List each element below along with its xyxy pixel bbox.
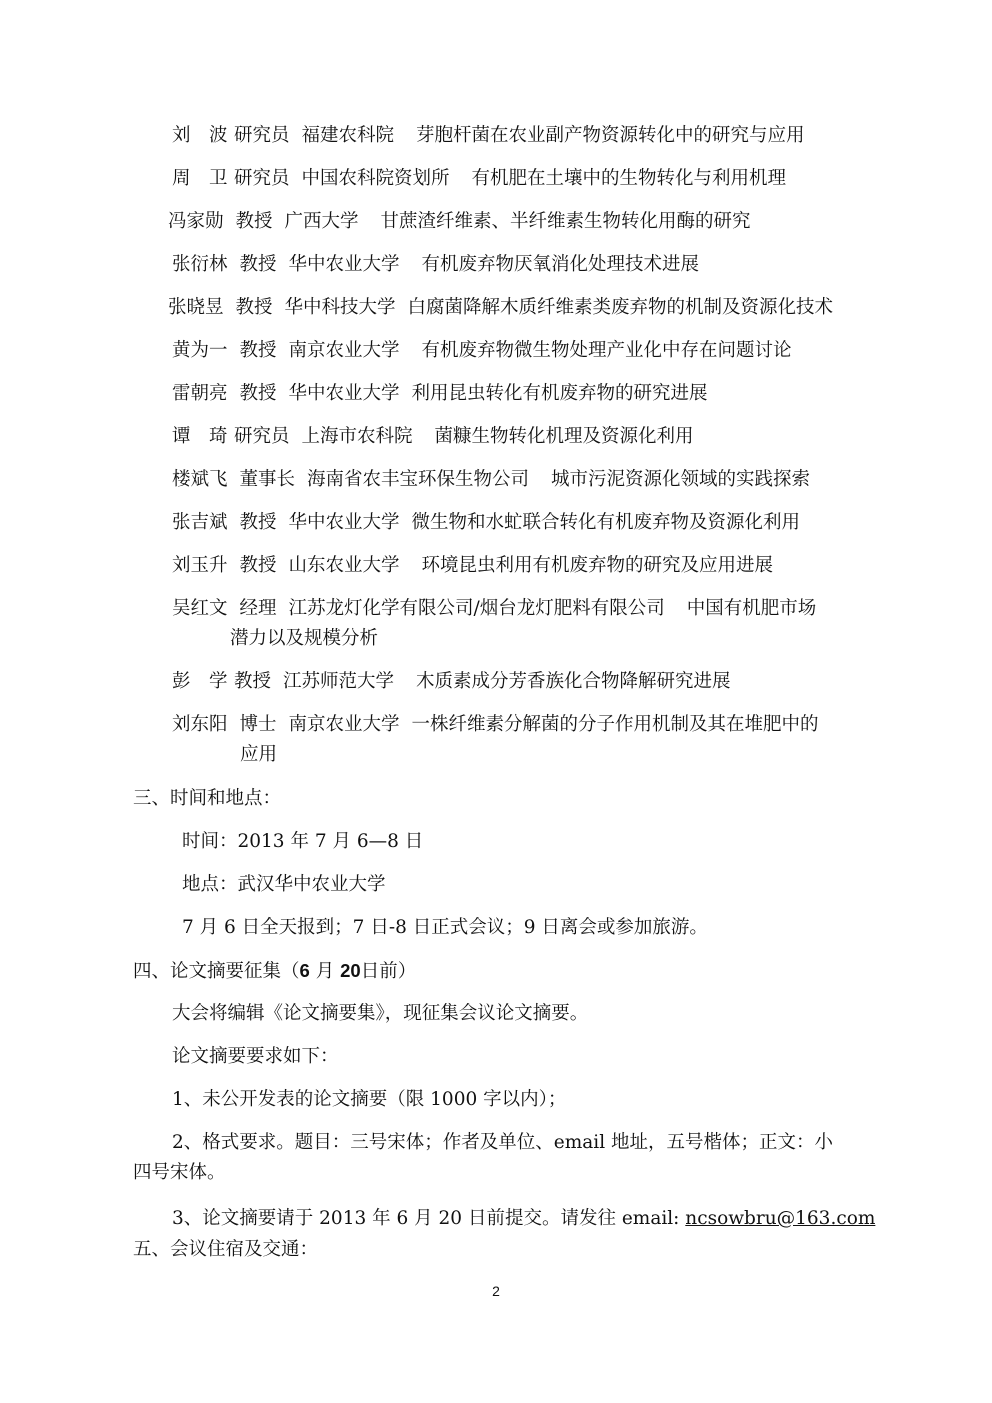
speaker-row xyxy=(172,553,773,579)
speaker-name: 谭 琦 xyxy=(172,426,228,447)
requirement-3-text: 3、论文摘要请于 2013 年 6 月 20 日前提交。请发往 email: xyxy=(172,1208,686,1229)
heading-suffix: 日前） xyxy=(360,961,417,982)
speaker-topic-continuation: 应用 xyxy=(240,744,278,765)
speaker-name: 刘玉升 xyxy=(172,555,228,576)
speaker-org: 上海市农科院 xyxy=(301,426,413,447)
speaker-name: 楼斌飞 xyxy=(172,469,228,490)
speaker-row xyxy=(172,424,694,450)
speaker-org: 福建农科院 xyxy=(301,125,395,146)
speaker-org: 广西大学 xyxy=(284,211,359,232)
speaker-row xyxy=(172,166,786,192)
speaker-title: 研究员 xyxy=(234,168,290,189)
speaker-row xyxy=(172,252,699,278)
abstracts-intro: 大会将编辑《论文摘要集》，现征集会议论文摘要。 xyxy=(172,1003,589,1024)
speaker-name: 冯家勋 xyxy=(168,211,224,232)
requirement-2: 2、格式要求。题目：三号宋体；作者及单位、email 地址，五号楷体；正文：小 xyxy=(172,1132,834,1153)
speaker-title: 教授 xyxy=(239,555,277,576)
speaker-name: 周 卫 xyxy=(172,168,228,189)
requirements-title: 论文摘要要求如下： xyxy=(172,1046,339,1067)
email-link[interactable]: ncsowbru@163.com xyxy=(685,1208,876,1229)
speaker-title: 教授 xyxy=(235,297,273,318)
speaker-row xyxy=(172,712,819,738)
speaker-topic: 有机废弃物厌氧消化处理技术进展 xyxy=(421,254,700,275)
speaker-topic: 甘蔗渣纤维素、半纤维素生物转化用酶的研究 xyxy=(380,211,751,232)
requirement-3 xyxy=(172,1206,875,1232)
speaker-org: 南京农业大学 xyxy=(288,714,400,735)
speaker-title: 教授 xyxy=(239,383,277,404)
speaker-name: 张吉斌 xyxy=(172,512,228,533)
heading-mid: 月 xyxy=(315,961,335,982)
speaker-org: 华中农业大学 xyxy=(288,512,400,533)
speaker-title: 博士 xyxy=(239,714,277,735)
speaker-topic: 环境昆虫利用有机废弃物的研究及应用进展 xyxy=(421,555,774,576)
requirement-1: 1、未公开发表的论文摘要（限 1000 字以内）； xyxy=(172,1089,567,1110)
speaker-org: 中国农科院资划所 xyxy=(301,168,450,189)
speaker-topic: 白腐菌降解木质纤维素类废弃物的机制及资源化技术 xyxy=(407,297,834,318)
speaker-title: 教授 xyxy=(239,340,277,361)
speaker-title: 教授 xyxy=(239,254,277,275)
speaker-topic: 城市污泥资源化领域的实践探索 xyxy=(551,469,811,490)
speaker-org: 南京农业大学 xyxy=(288,340,400,361)
speaker-row xyxy=(168,295,833,321)
speaker-row xyxy=(172,381,708,407)
section-heading-time-place: 三、时间和地点： xyxy=(133,788,282,809)
speaker-topic: 芽胞杆菌在农业副产物资源转化中的研究与应用 xyxy=(416,125,805,146)
speaker-topic: 中国有机肥市场 xyxy=(686,598,817,619)
speaker-name: 吴红文 xyxy=(172,598,228,619)
speaker-title: 研究员 xyxy=(234,125,290,146)
speaker-org: 江苏师范大学 xyxy=(283,671,395,692)
speaker-name: 刘 波 xyxy=(172,125,228,146)
speaker-row xyxy=(172,510,800,536)
speaker-topic: 利用昆虫转化有机废弃物的研究进展 xyxy=(411,383,708,404)
speaker-title: 董事长 xyxy=(239,469,296,490)
speaker-org: 山东农业大学 xyxy=(288,555,400,576)
page-number: 2 xyxy=(492,1283,500,1299)
meeting-place: 地点：武汉华中农业大学 xyxy=(182,874,386,895)
speaker-topic: 木质素成分芳香族化合物降解研究进展 xyxy=(416,671,731,692)
speaker-row xyxy=(168,209,751,235)
speaker-org: 江苏龙灯化学有限公司/烟台龙灯肥料有限公司 xyxy=(288,598,665,619)
speaker-name: 张衍林 xyxy=(172,254,228,275)
speaker-topic: 菌糠生物转化机理及资源化利用 xyxy=(434,426,694,447)
speaker-name: 彭 学 xyxy=(172,671,228,692)
heading-day: 20 xyxy=(340,960,361,981)
speaker-row xyxy=(172,123,805,149)
speaker-org: 华中农业大学 xyxy=(288,383,400,404)
speaker-row xyxy=(172,338,792,364)
speaker-topic: 有机肥在土壤中的生物转化与利用机理 xyxy=(471,168,787,189)
speaker-row xyxy=(172,669,731,695)
speaker-row xyxy=(172,596,816,622)
speaker-topic: 有机废弃物微生物处理产业化中存在问题讨论 xyxy=(421,340,792,361)
speaker-org: 海南省农丰宝环保生物公司 xyxy=(307,469,530,490)
speaker-row xyxy=(172,467,810,493)
section-heading-abstracts xyxy=(133,958,416,985)
speaker-title: 研究员 xyxy=(234,426,290,447)
heading-month: 6 xyxy=(299,960,310,981)
meeting-schedule: 7 月 6 日全天报到；7 日-8 日正式会议；9 日离会或参加旅游。 xyxy=(182,917,708,938)
section-heading-accommodation: 五、会议住宿及交通： xyxy=(133,1239,319,1260)
speaker-name: 雷朝亮 xyxy=(172,383,228,404)
speaker-org: 华中农业大学 xyxy=(288,254,400,275)
meeting-time: 时间：2013 年 7 月 6—8 日 xyxy=(182,831,424,852)
heading-prefix: 四、论文摘要征集（ xyxy=(133,961,300,982)
speaker-topic: 一株纤维素分解菌的分子作用机制及其在堆肥中的 xyxy=(411,714,819,735)
speaker-org: 华中科技大学 xyxy=(284,297,396,318)
speaker-topic-continuation: 潜力以及规模分析 xyxy=(230,628,379,649)
speaker-title: 经理 xyxy=(239,598,277,619)
speaker-name: 黄为一 xyxy=(172,340,228,361)
speaker-title: 教授 xyxy=(234,671,272,692)
speaker-title: 教授 xyxy=(239,512,277,533)
speaker-title: 教授 xyxy=(235,211,273,232)
speaker-name: 刘东阳 xyxy=(172,714,228,735)
speaker-name: 张晓昱 xyxy=(168,297,224,318)
requirement-2-continuation: 四号宋体。 xyxy=(133,1162,226,1183)
speaker-topic: 微生物和水虻联合转化有机废弃物及资源化利用 xyxy=(411,512,801,533)
